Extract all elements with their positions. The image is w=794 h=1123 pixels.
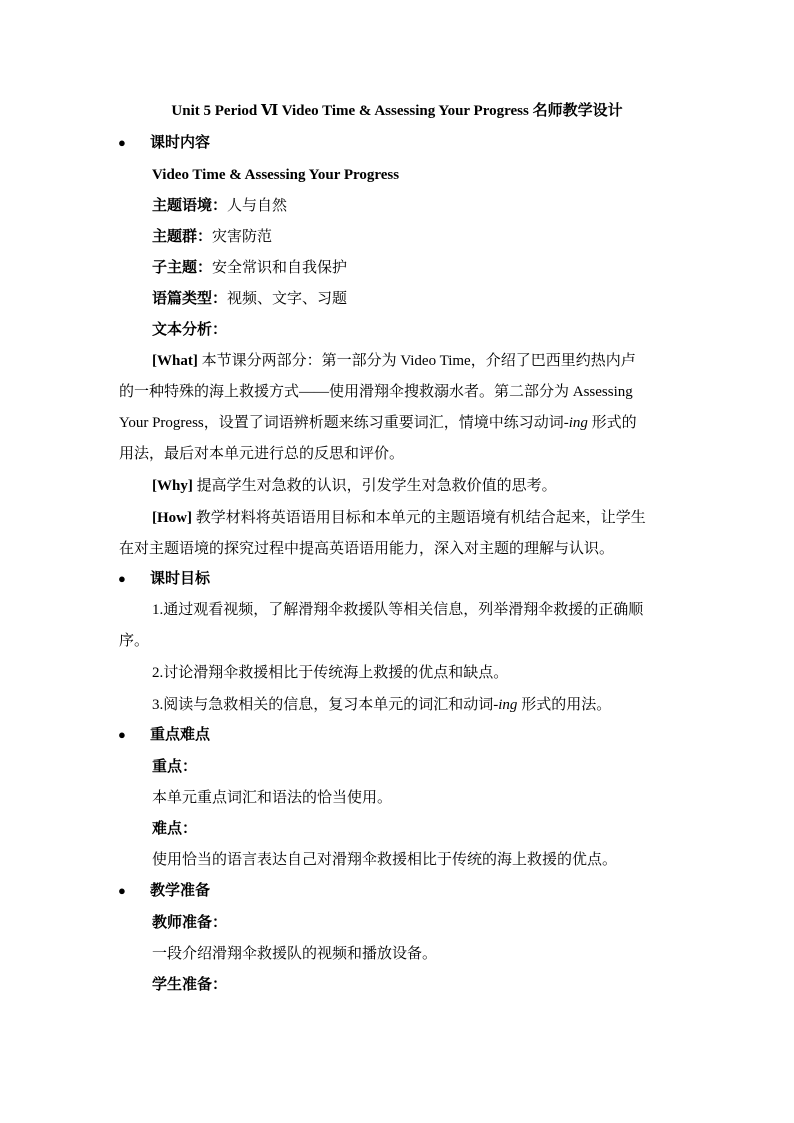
goal-3-ing: -ing [493, 697, 518, 713]
document-title: Unit 5 Period Ⅵ Video Time & Assessing Your Progress 名师教学设计 [171, 103, 623, 119]
goal-3-text-a: 3.阅读与急救相关的信息，复习本单元的词汇和动词 [152, 697, 494, 713]
how-text-1: 教学材料将英语语用目标和本单元的主题语境有机结合起来，让学生 [192, 510, 646, 526]
teacher-prep-text: 一段介绍滑翔伞救援队的视频和播放设备。 [152, 946, 438, 962]
bullet-icon: ● [118, 571, 126, 586]
theme-context-row [152, 195, 287, 217]
theme-group-value: 灾害防范 [212, 229, 273, 245]
theme-context-label: 主题语境： [152, 198, 228, 214]
key-point-text: 本单元重点词汇和语法的恰当使用。 [152, 790, 393, 806]
what-text-3b: 形式的 [587, 415, 637, 431]
student-prep-label: 学生准备： [152, 977, 228, 993]
section-heading-content: 课时内容 [150, 135, 211, 151]
goal-2: 2.讨论滑翔伞救援相比于传统海上救援的优点和缺点。 [152, 665, 509, 681]
what-text-3a: Your Progress，设置了词语辨析题来练习重要词汇，情境中练习动词 [119, 415, 564, 431]
sub-theme-label: 子主题： [152, 260, 213, 276]
text-type-label: 语篇类型： [152, 291, 228, 307]
sub-theme-value: 安全常识和自我保护 [212, 260, 348, 276]
how-tag: [How] [152, 510, 192, 526]
what-ing: -ing [563, 415, 588, 431]
text-type-row [152, 288, 347, 310]
section-heading-preparation: 教学准备 [150, 883, 211, 899]
theme-group-label: 主题群： [152, 229, 213, 245]
what-line-1 [152, 350, 636, 372]
theme-group-row [152, 226, 272, 248]
lesson-subtitle: Video Time & Assessing Your Progress [152, 167, 400, 183]
goal-1-line-1: 1.通过观看视频，了解滑翔伞救援队等相关信息，列举滑翔伞救援的正确顺 [152, 602, 644, 618]
what-tag: [What] [152, 353, 198, 369]
bullet-icon: ● [118, 883, 126, 898]
why-text: 提高学生对急救的认识，引发学生对急救价值的思考。 [192, 478, 557, 494]
goal-1-line-2: 序。 [119, 633, 150, 649]
teacher-prep-label: 教师准备： [152, 915, 228, 931]
section-heading-goals: 课时目标 [150, 571, 211, 587]
bullet-icon: ● [118, 727, 126, 742]
why-tag: [Why] [152, 478, 193, 494]
difficult-point-text: 使用恰当的语言表达自己对滑翔伞救援相比于传统的海上救援的优点。 [152, 852, 618, 868]
what-line-2: 的一种特殊的海上救援方式——使用滑翔伞搜救溺水者。第二部分为 Assessing [119, 384, 633, 400]
bullet-icon: ● [118, 135, 126, 150]
what-line-4: 用法，最后对本单元进行总的反思和评价。 [119, 446, 405, 462]
theme-context-value: 人与自然 [227, 198, 288, 214]
what-text-1: 本节课分两部分：第一部分为 Video Time，介绍了巴西里约热内卢 [197, 353, 636, 369]
difficult-point-label: 难点： [152, 821, 198, 837]
analysis-label: 文本分析： [152, 322, 228, 338]
what-line-3 [119, 412, 637, 434]
how-line-1 [152, 507, 646, 529]
goal-3 [152, 694, 611, 716]
sub-theme-row [152, 257, 347, 279]
text-type-value: 视频、文字、习题 [227, 291, 348, 307]
how-line-2: 在对主题语境的探究过程中提高英语语用能力，深入对主题的理解与认识。 [119, 541, 615, 557]
goal-3-text-b: 形式的用法。 [517, 697, 612, 713]
section-heading-key-points: 重点难点 [150, 727, 211, 743]
key-point-label: 重点： [152, 759, 198, 775]
why-line [152, 475, 557, 497]
